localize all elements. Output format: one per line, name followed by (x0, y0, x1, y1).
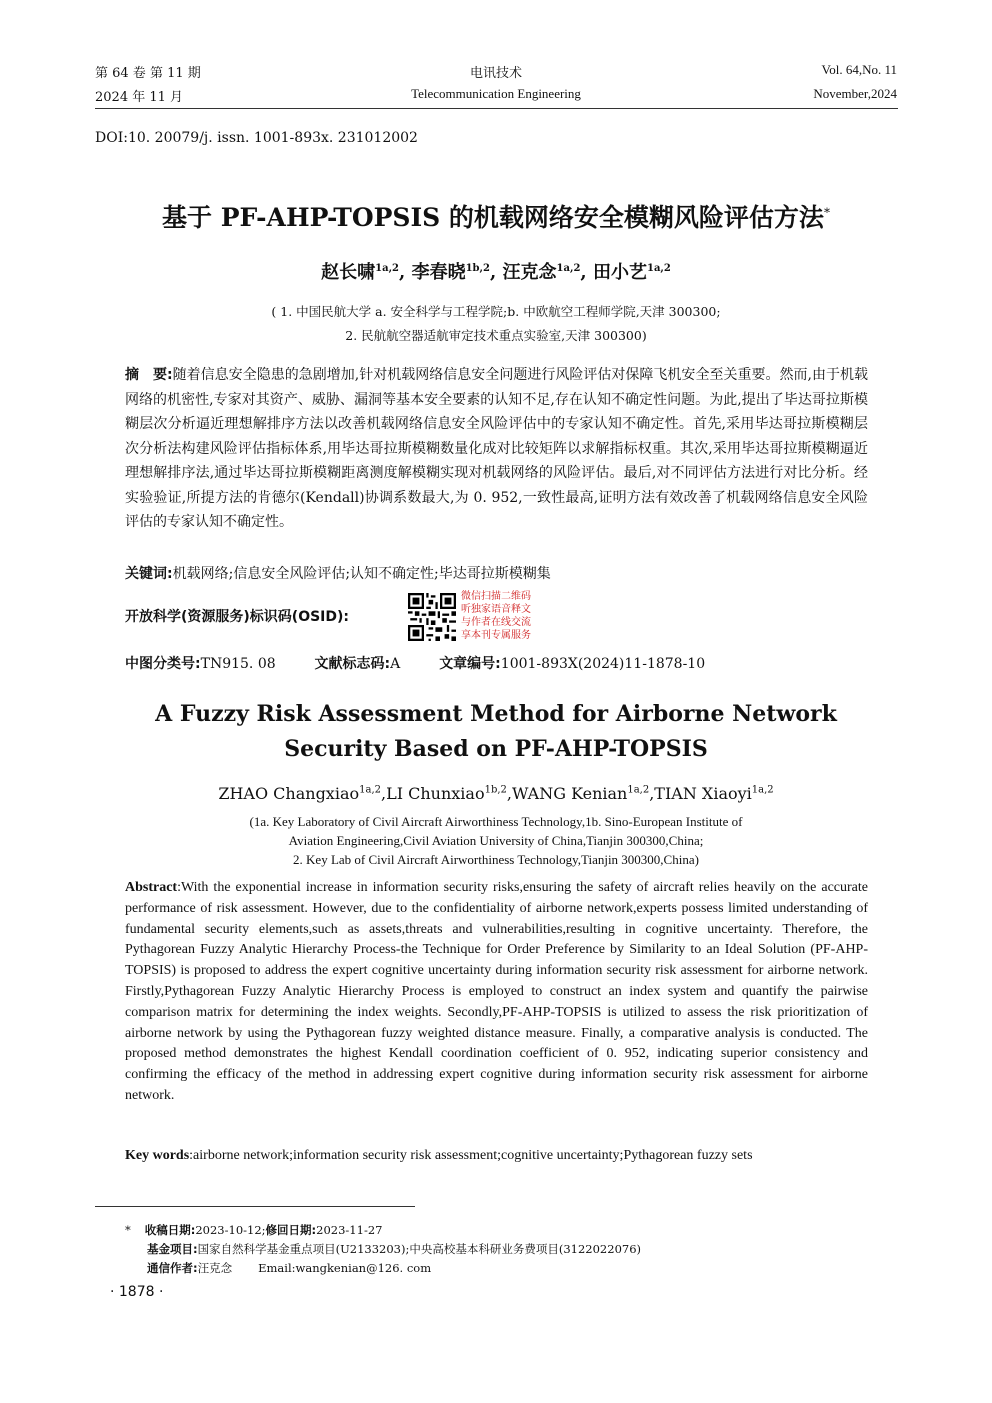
keywords-en-label: Key words (125, 1148, 190, 1163)
author-en: TIAN Xiaoyi$^{1a,2}$ (654, 784, 774, 803)
keywords-zh (125, 562, 868, 587)
authors-en (0, 784, 992, 803)
classification-line: 中图分类号:TN915. 08 文献标志码:A 文章编号:1001-893X(2024)11-1878-10 (125, 656, 706, 672)
author-zh: 田小艺$^{1a,2}$ (592, 262, 671, 283)
affiliation-en-line: Aviation Engineering,Civil Aviation University of China,Tianjin 300300,China; (288, 833, 704, 848)
keywords-en-text: :airborne network;information security risk assessment;cognitive uncertainty;Pythagorean fuzzy sets (189, 1148, 753, 1163)
keywords-zh-text: 机载网络;信息安全风险评估;认知不确定性;毕达哥拉斯模糊集 (172, 566, 551, 582)
abstract-en-text: :With the exponential increase in information security risks,ensuring the safety of aircraft relies heavily on the accurate performance of risk assessment. However, due to the confidentiality of airborne network,experts possess limited understanding of fundamental security elements,such as assets,threats and vulnerabilities,resulting in cognitive uncertainty. Therefore, the Pythagorean Fuzzy Analytic Hierarchy Process-the Technique for Order Preference by Similarity to an Ideal Solution (PF-AHP-TOPSIS) is proposed to address the expert cognitive uncertainty during information security risk assessment for airborne network. Firstly,Pythagorean Fuzzy Analytic Hierarchy Process is employed to construct an index system and quantify the pairwise comparison matrix for determining the index weights. Secondly,PF-AHP-TOPSIS is utilized to assess the risk prioritization of airborne network by using the Pythagorean fuzzy weighted distance measure. Finally, a comparative analysis is conducted. The proposed method demonstrates the highest Kendall coordination coefficient of 0. 952, indicating superior consistency and confirming the efficacy of the method in addressing expert cognitive during information security risk assessment for airborne network. (125, 880, 868, 1103)
abstract-zh-label: 摘 要: (125, 367, 173, 383)
osid-label: 开放科学(资源服务)标识码(OSID): (125, 609, 350, 625)
authors-zh (0, 258, 992, 284)
title-en: A Fuzzy Risk Assessment Method for Airborne Network Security Based on PF-AHP-TOPSIS (155, 701, 837, 762)
keywords-en (125, 1148, 885, 1164)
footnote-rule (95, 1206, 415, 1207)
abstract-zh-text: 随着信息安全隐患的急剧增加,针对机载网络信息安全问题进行风险评估对保障飞机安全至关重要。然而,由于机载网络的机密性,专家对其资产、威胁、漏洞等基本安全要素的认知不足,存在认知不确定性问题。为此,提出了毕达哥拉斯模糊层次分析逼近理想解排序方法以改善机载网络信息安全风险评估中的专家认知不确定性。首先,采用毕达哥拉斯模糊层次分析法构建风险评估指标体系,用毕达哥拉斯模糊数量化成对比较矩阵以求解指标权重。其次,采用毕达哥拉斯模糊逼近理想解排序法,通过毕达哥拉斯模糊距离测度解模糊实现对机载网络的风险评估。最后,对不同评估方法进行对比分析。经实验验证,所提方法的肯德尔(Kendall)协调系数最大,为 0. 952,一致性最高,证明方法有效改善了机载网络信息安全风险评估的专家认知不确定性。 (125, 367, 868, 530)
abstract-en-label: Abstract (125, 880, 178, 895)
affiliation-en-line: 2. Key Lab of Civil Aircraft Airworthiness Technology,Tianjin 300300,China) (293, 852, 699, 867)
doi: DOI:10. 20079/j. issn. 1001-893x. 231012002 (95, 130, 418, 146)
title-zh-mark: * (823, 205, 830, 220)
abstract-zh (125, 363, 868, 535)
abstract-en (125, 878, 868, 1107)
header-date-en: November,2024 (813, 86, 897, 101)
title-zh-text: 基于 PF-AHP-TOPSIS 的机载网络安全模糊风险评估方法 (162, 203, 824, 232)
qr-code-icon (408, 593, 456, 641)
author-en: WANG Kenian$^{1a,2}$, (512, 784, 655, 803)
header-date-zh: 2024 年 11 月 (95, 90, 184, 105)
affiliation-zh-line: ( 1. 中国民航大学 a. 安全科学与工程学院;b. 中欧航空工程师学院,天津 300300; (271, 304, 721, 319)
header-journal-zh: 电讯技术 (469, 66, 522, 81)
footnote-corresponding: 通信作者:汪克念 Email:wangkenian@126. com (147, 1261, 432, 1275)
page-number: · 1878 · (110, 1284, 164, 1300)
header-issue-zh: 第 64 卷 第 11 期 (95, 66, 201, 81)
footnote-dates: * 收稿日期:2023-10-12;修回日期:2023-11-27 (125, 1223, 383, 1237)
header-rule (95, 108, 898, 109)
author-zh: 李春晓$^{1b,2}$, (411, 262, 497, 283)
affiliation-zh-line: 2. 民航航空器适航审定技术重点实验室,天津 300300) (345, 328, 647, 343)
title-zh (0, 198, 992, 234)
header-journal-en: Telecommunication Engineering (411, 86, 581, 101)
header-issue-en: Vol. 64,No. 11 (821, 62, 897, 77)
author-zh: 汪克念$^{1a,2}$, (502, 262, 587, 283)
author-en: LI Chunxiao$^{1b,2}$, (386, 784, 512, 803)
affiliation-en-line: (1a. Key Laboratory of Civil Aircraft Airworthiness Technology,1b. Sino-European Institute of (249, 814, 743, 829)
footnote-fund: 基金项目:国家自然科学基金重点项目(U2133203);中央高校基本科研业务费项目(3122022076) (147, 1242, 642, 1256)
qr-note: 微信扫描二维码 听独家语音释文 与作者在线交流 享本刊专属服务 (461, 591, 531, 641)
author-en: ZHAO Changxiao$^{1a,2}$, (218, 784, 387, 803)
author-zh: 赵长啸$^{1a,2}$, (321, 262, 406, 283)
keywords-zh-label: 关键词: (125, 566, 173, 582)
